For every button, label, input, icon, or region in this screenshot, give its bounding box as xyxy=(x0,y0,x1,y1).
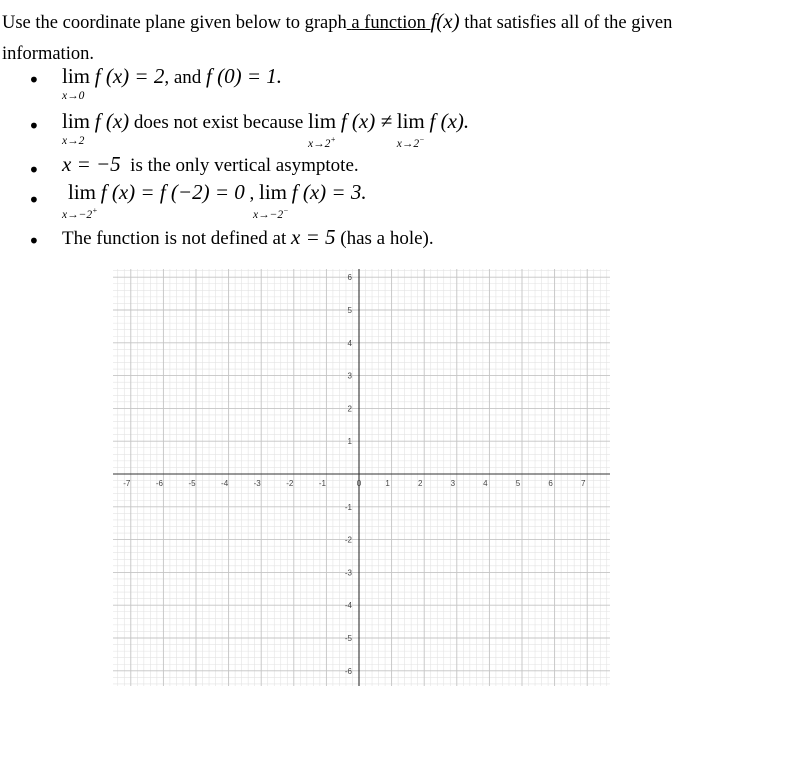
x-tick-label: -4 xyxy=(221,479,229,488)
y-tick-label: 4 xyxy=(347,338,352,348)
y-tick-label: -5 xyxy=(344,634,352,643)
y-tick-label: -3 xyxy=(344,568,352,578)
limit-notation: lim x→−2+ xyxy=(62,180,98,221)
x-tick-label: -7 xyxy=(123,479,131,488)
condition-2-expr: f (x) xyxy=(94,109,130,133)
x-tick-label: 6 xyxy=(548,479,553,488)
condition-2-expr3: f (x). xyxy=(429,109,470,133)
prompt-part1: Use the coordinate plane given below to graph xyxy=(2,13,347,33)
condition-1-text: , and xyxy=(164,67,202,88)
y-tick-label: 5 xyxy=(347,306,352,315)
bullet: • xyxy=(28,188,40,212)
x-tick-label: -6 xyxy=(155,479,163,488)
condition-5-expr: x = 5 xyxy=(291,225,336,249)
y-tick-label: -6 xyxy=(344,666,352,676)
prompt-fx: f(x) xyxy=(430,9,460,33)
y-tick-label: 1 xyxy=(347,437,352,447)
x-tick-label: 7 xyxy=(580,479,586,488)
y-tick-label: 2 xyxy=(347,404,352,414)
bullet: • xyxy=(28,229,40,253)
prompt-part2: that satisfies all of the given xyxy=(464,13,673,33)
y-tick-label: 3 xyxy=(347,371,352,381)
bullet: • xyxy=(28,158,40,182)
condition-4-sep: , xyxy=(249,183,255,204)
x-tick-label: 3 xyxy=(450,479,456,488)
prompt-part3: information. xyxy=(2,44,94,64)
grid-major-lines xyxy=(113,269,610,686)
y-tick-label: -4 xyxy=(344,601,352,611)
condition-5-text2: (has a hole). xyxy=(340,228,434,249)
x-tick-label: -5 xyxy=(188,479,196,488)
condition-1-expr: f (x) = 2 xyxy=(94,64,165,88)
grid-minor-lines xyxy=(113,269,610,686)
limit-notation: lim x→2+ xyxy=(308,109,337,150)
condition-3-expr: x = −5 xyxy=(62,152,121,176)
axes xyxy=(113,269,610,686)
condition-2-text: does not exist because xyxy=(133,112,304,133)
bullet: • xyxy=(28,114,40,138)
x-tick-label: 0 xyxy=(356,479,362,488)
x-tick-label: -3 xyxy=(253,479,261,488)
condition-1-expr2: f (0) = 1. xyxy=(206,64,283,88)
limit-notation: lim x→2 xyxy=(62,109,91,147)
prompt-underlined: a function xyxy=(351,13,426,33)
condition-3-text: is the only vertical asymptote. xyxy=(130,155,359,176)
x-tick-label: -1 xyxy=(318,479,326,488)
x-tick-label: 4 xyxy=(483,479,488,488)
bullet: • xyxy=(28,68,40,92)
x-tick-label: 5 xyxy=(515,479,521,488)
y-tick-label: 6 xyxy=(347,273,352,283)
y-tick-label: -2 xyxy=(344,535,352,545)
condition-4-expr2: f (x) = 3. xyxy=(291,180,367,204)
x-tick-label: -2 xyxy=(286,479,294,488)
x-tick-label: 1 xyxy=(385,479,390,488)
condition-5-text1: The function is not defined at xyxy=(62,228,287,249)
condition-2-expr2: f (x) ≠ xyxy=(340,109,392,133)
y-tick-label: -1 xyxy=(344,502,352,512)
x-tick-label: 2 xyxy=(417,479,423,488)
limit-notation: lim x→−2− xyxy=(253,180,289,221)
limit-notation: lim x→0 xyxy=(62,64,91,102)
limit-notation: lim x→2− xyxy=(396,109,425,150)
condition-4-expr: f (x) = f (−2) = 0 xyxy=(100,180,245,204)
